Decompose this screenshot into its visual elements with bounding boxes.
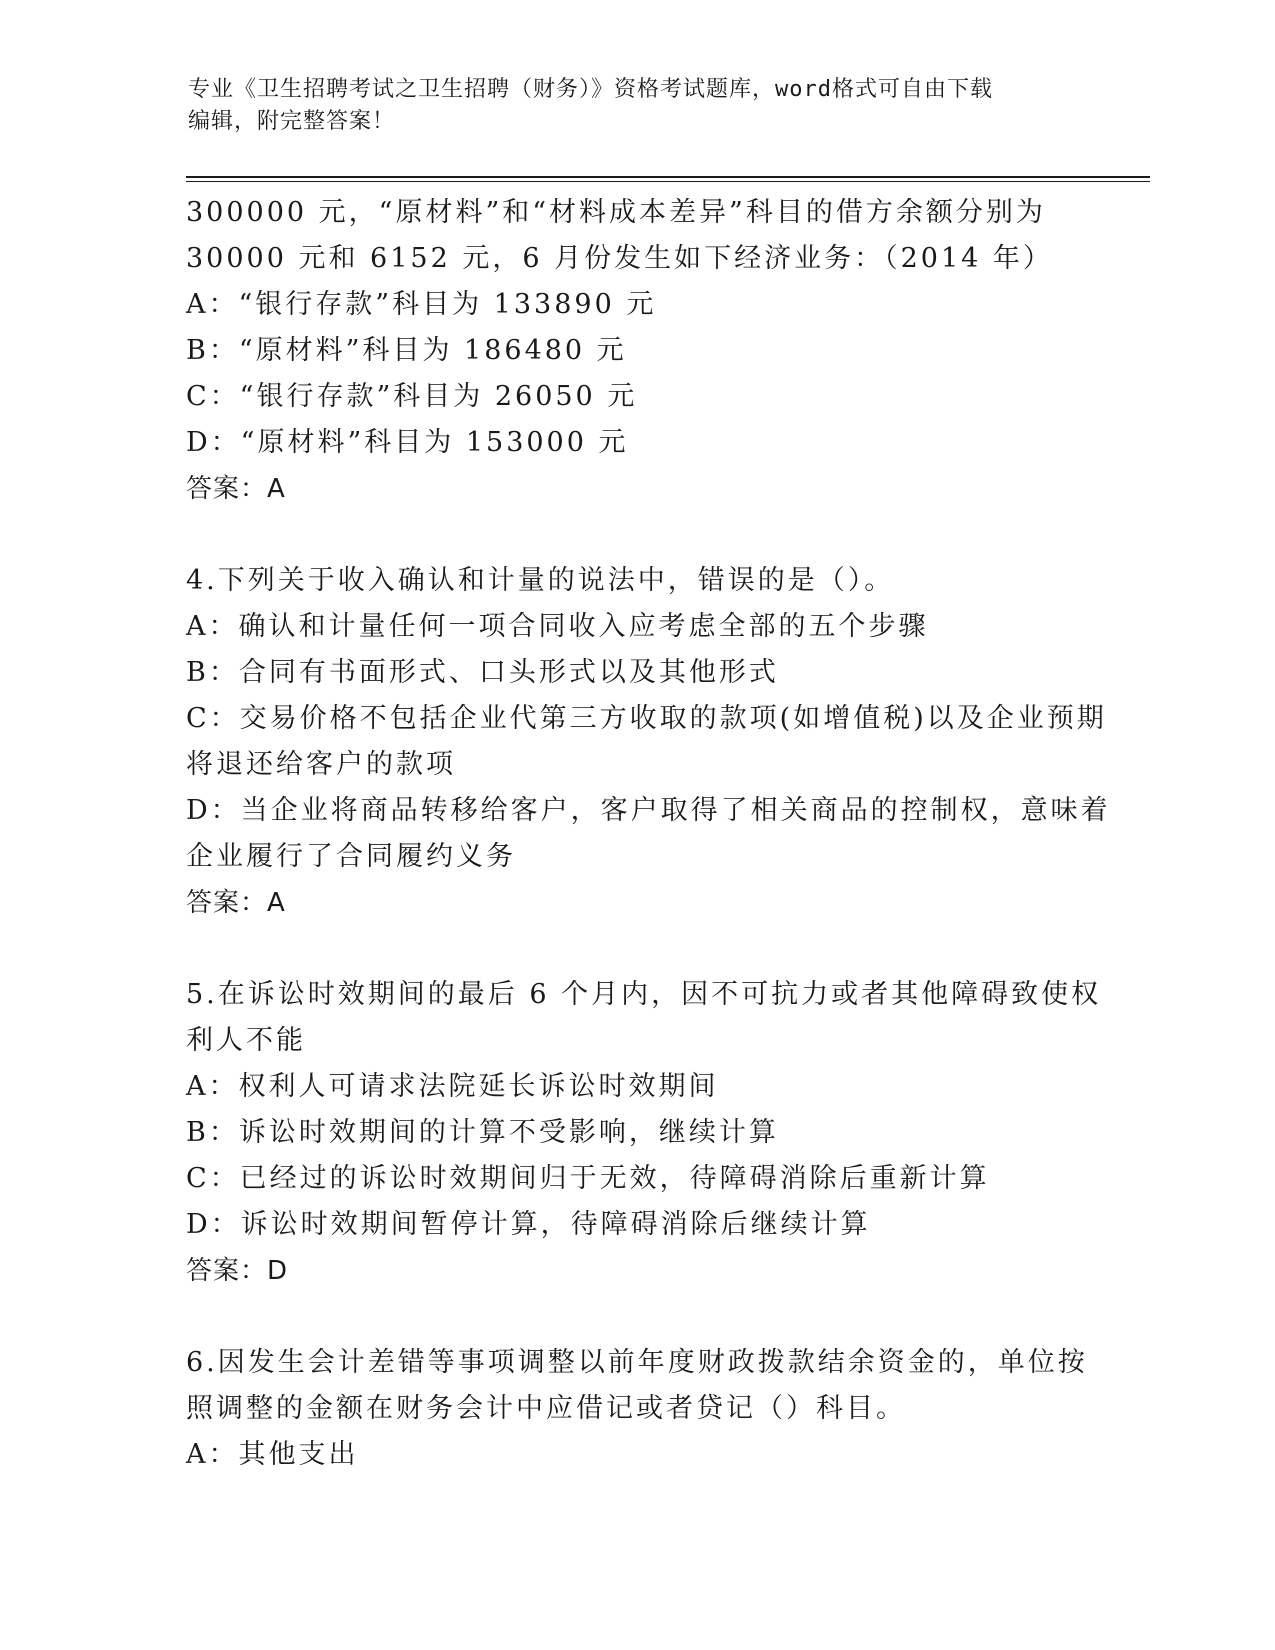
option-b: B：诉讼时效期间的计算不受影响，继续计算 (186, 1117, 779, 1148)
answer: 答案：A (186, 474, 286, 504)
option-a: A：确认和计量任何一项合同收入应考虑全部的五个步骤 (186, 611, 929, 642)
option-d-continued: 企业履行了合同履约义务 (186, 841, 516, 872)
document-header (188, 74, 1068, 138)
option-a: A：权利人可请求法院延长诉讼时效期间 (186, 1071, 719, 1102)
header-rule-thin (186, 181, 1150, 182)
option-d: D：当企业将商品转移给客户，客户取得了相关商品的控制权，意味着 (186, 795, 1111, 826)
question-stem: 5.在诉讼时效期间的最后 6 个月内，因不可抗力或者其他障碍致使权 (186, 979, 1102, 1010)
spacer (186, 1294, 1086, 1340)
question-stem: 4.下列关于收入确认和计量的说法中，错误的是（）。 (186, 565, 895, 596)
spacer (186, 512, 1086, 558)
option-c-continued: 将退还给客户的款项 (186, 749, 456, 780)
header-line-2: 编辑，附完整答案！ (188, 109, 396, 134)
question-stem: 6.因发生会计差错等事项调整以前年度财政拨款结余资金的，单位按 (186, 1347, 1088, 1378)
question-3 (186, 190, 1086, 512)
option-a: A：其他支出 (186, 1439, 359, 1470)
option-c: C：已经过的诉讼时效期间归于无效，待障碍消除后重新计算 (186, 1163, 990, 1194)
question-5 (186, 972, 1102, 1294)
question-stem: 照调整的金额在财务会计中应借记或者贷记（）科目。 (186, 1393, 906, 1424)
question-6 (186, 1340, 1086, 1478)
question-4 (186, 558, 1111, 926)
spacer (186, 926, 1086, 972)
option-c: C：交易价格不包括企业代第三方收取的款项(如增值税)以及企业预期 (186, 703, 1107, 734)
option-b: B：“原材料”科目为 186480 元 (186, 335, 627, 366)
answer: 答案：A (186, 888, 286, 918)
question-stem: 利人不能 (186, 1025, 306, 1056)
header-rule-thick (186, 176, 1150, 178)
question-stem: 30000 元和 6152 元，6 月份发生如下经济业务：（2014 年） (186, 243, 1053, 274)
question-content (186, 190, 1111, 1478)
header-line-1: 专业《卫生招聘考试之卫生招聘（财务）》资格考试题库，word格式可自由下载 (188, 77, 993, 102)
option-d: D：诉讼时效期间暂停计算，待障碍消除后继续计算 (186, 1209, 871, 1240)
option-a: A：“银行存款”科目为 133890 元 (186, 289, 657, 320)
option-c: C：“银行存款”科目为 26050 元 (186, 381, 638, 412)
option-b: B：合同有书面形式、口头形式以及其他形式 (186, 657, 779, 688)
option-d: D：“原材料”科目为 153000 元 (186, 427, 629, 458)
answer: 答案：D (186, 1256, 289, 1286)
question-stem: 300000 元，“原材料”和“材料成本差异”科目的借方余额分别为 (186, 197, 1046, 228)
